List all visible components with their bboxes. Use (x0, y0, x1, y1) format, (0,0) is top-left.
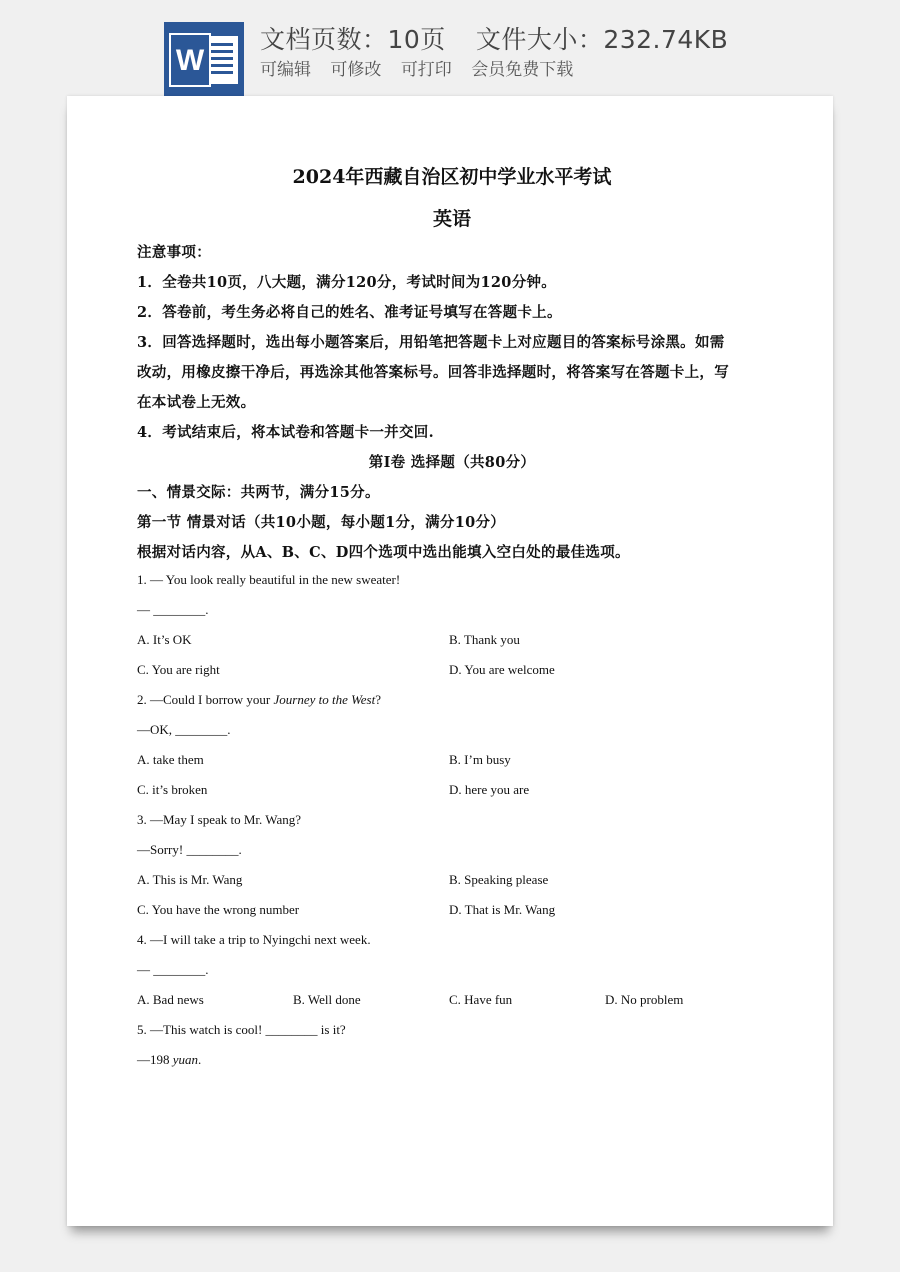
question-5-reply-price: —198 (137, 1052, 173, 1067)
file-size: 文件大小：232.74KB (475, 25, 729, 54)
question-2-option-d: D. here you are (449, 782, 530, 797)
question-2-stem (137, 692, 381, 708)
question-4-reply: — ________. (137, 962, 209, 977)
question-1-option-b: B. Thank you (449, 632, 520, 647)
feature-modifiable: 可修改 (330, 60, 382, 80)
instructions: 根据对话内容，从A、B、C、D四个选项中选出能填入空白处的最佳选项。 (137, 544, 630, 561)
question-5-reply-currency: yuan (172, 1052, 199, 1067)
question-5-reply-end: . (198, 1052, 202, 1067)
exam-title: 2024年西藏自治区初中学业水平考试 (292, 166, 612, 188)
question-5-reply (137, 1052, 201, 1068)
question-4-stem: 4. —I will take a trip to Nyingchi next week. (137, 932, 371, 947)
section-heading: 一、情景交际：共两节，满分15分。 (137, 484, 380, 501)
document-page (67, 96, 833, 1226)
question-1-option-d: D. You are welcome (449, 662, 555, 677)
page-count: 文档页数：10页 (260, 25, 446, 54)
feature-member-download: 会员免费下载 (471, 60, 574, 80)
question-4-option-b: B. Well done (293, 992, 361, 1007)
question-3-option-b: B. Speaking please (449, 872, 549, 887)
question-3-option-d: D. That is Mr. Wang (449, 902, 556, 917)
question-1-stem: 1. — You look really beautiful in the new sweater! (137, 572, 401, 587)
notice-heading: 注意事项： (137, 244, 211, 261)
question-2-stem-end: ? (375, 692, 381, 707)
notice-item-2: 2．答卷前，考生务必将自己的姓名、准考证号填写在答题卡上。 (137, 304, 562, 321)
question-3-reply: —Sorry! ________. (137, 842, 242, 857)
word-document-icon (164, 22, 244, 96)
question-2-option-c: C. it’s broken (137, 782, 208, 797)
question-3-option-a: A. This is Mr. Wang (137, 872, 243, 887)
notice-item-1: 1．全卷共10页，八大题，满分120分，考试时间为120分钟。 (137, 274, 557, 291)
question-2-book-title: Journey to the West (273, 692, 376, 707)
question-5-stem: 5. —This watch is cool! ________ is it? (137, 1022, 346, 1037)
question-1-option-c: C. You are right (137, 662, 220, 677)
file-info (260, 20, 728, 56)
question-1-reply: — ________. (137, 602, 209, 617)
question-2-option-a: A. take them (137, 752, 204, 767)
question-1-option-a: A. It’s OK (137, 632, 192, 647)
feature-printable: 可打印 (400, 60, 452, 80)
notice-item-3-line-1: 3．回答选择题时，选出每小题答案后，用铅笔把答题卡上对应题目的答案标号涂黑。如需 (137, 334, 725, 351)
question-4-option-d: D. No problem (605, 992, 684, 1007)
question-4-option-c: C. Have fun (449, 992, 513, 1007)
word-icon-letter: W (175, 44, 205, 77)
question-4-option-a: A. Bad news (137, 992, 204, 1007)
question-2-reply: —OK, ________. (137, 722, 231, 737)
question-3-stem: 3. —May I speak to Mr. Wang? (137, 812, 302, 827)
question-2-option-b: B. I’m busy (449, 752, 511, 767)
part-title: 第Ⅰ卷 选择题（共80分） (368, 454, 536, 471)
feature-editable: 可编辑 (260, 60, 311, 80)
notice-item-4: 4．考试结束后，将本试卷和答题卡一并交回. (137, 424, 434, 441)
question-2-stem-text: 2. —Could I borrow your (137, 692, 274, 707)
exam-subject: 英语 (432, 208, 471, 230)
feature-list (260, 55, 583, 80)
notice-item-3-line-2: 改动，用橡皮擦干净后，再选涂其他答案标号。回答非选择题时，将答案写在答题卡上，写 (137, 364, 729, 381)
question-3-option-c: C. You have the wrong number (137, 902, 300, 917)
download-banner (0, 0, 900, 96)
notice-item-3-line-3: 在本试卷上无效。 (137, 394, 256, 411)
subsection-heading: 第一节 情景对话（共10小题，每小题1分，满分10分） (137, 514, 506, 531)
